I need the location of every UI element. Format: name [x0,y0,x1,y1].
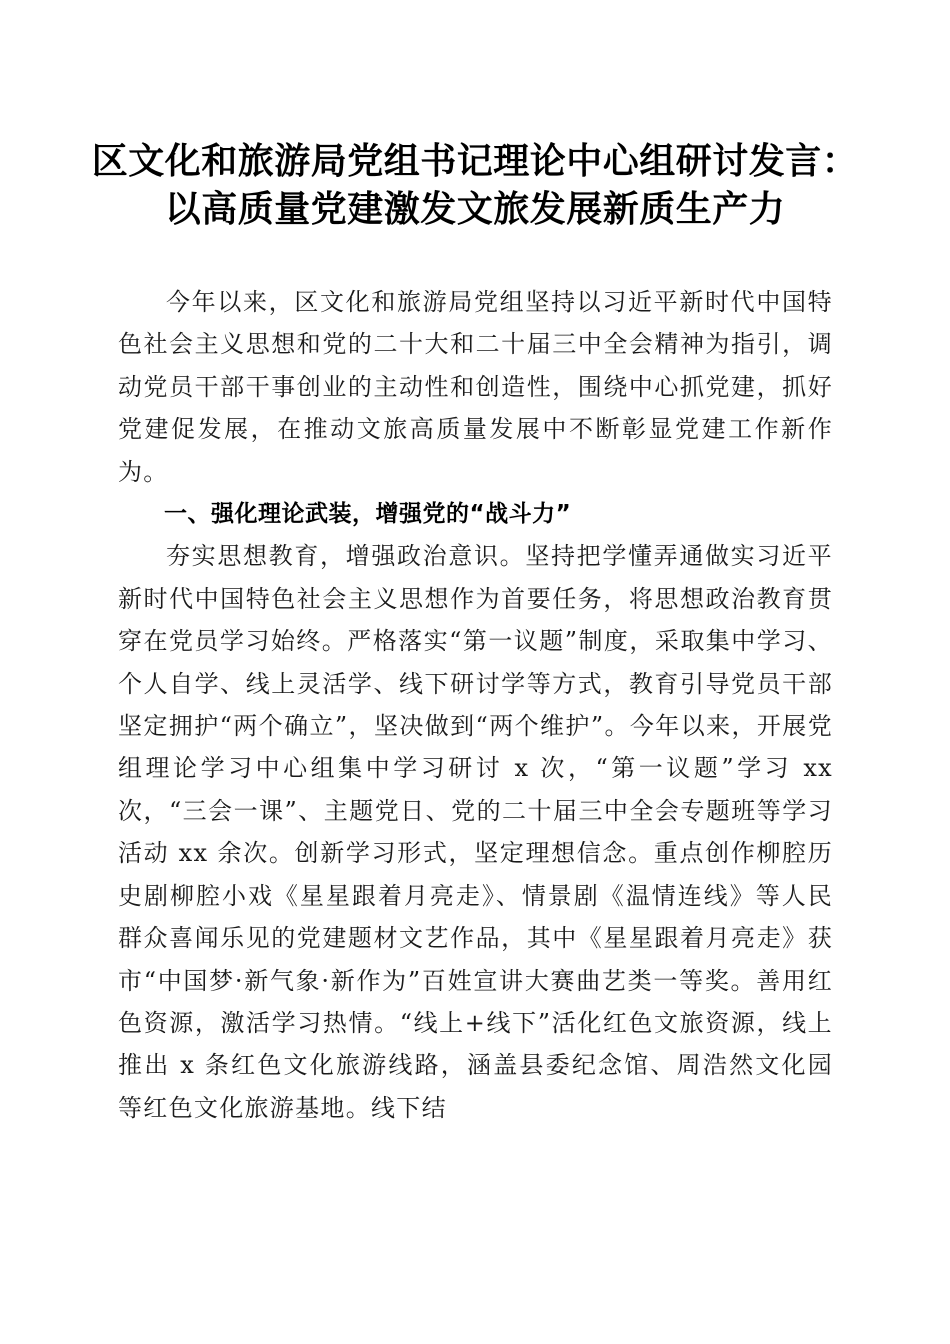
document-body [118,281,833,1129]
document-title-line-2: 以高质量党建激发文旅发展新质生产力 [164,188,786,230]
intro-paragraph: 今年以来，区文化和旅游局党组坚持以习近平新时代中国特色社会主义思想和党的二十大和二十届三中全会精神为指引，调动党员干部干事创业的主动性和创造性，围绕中心抓党建，抓好党建促发展，在推动文旅高质量发展中不断彰显党建工作新作为。 [118,288,833,486]
section-heading-1: 一、强化理论武装，增强党的“战斗力” [164,501,572,528]
document-title-line-1: 区文化和旅游局党组书记理论中心组研讨发言： [91,140,859,182]
section-paragraph-1: 夯实思想教育，增强政治意识。坚持把学懂弄通做实习近平新时代中国特色社会主义思想作为首要任务，将思想政治教育贯穿在党员学习始终。严格落实“第一议题”制度，采取集中学习、个人自学、线上灵活学、线下研讨学等方式，教育引导党员干部坚定拥护“两个确立”，坚决做到“两个维护”。今年以来，开展党组理论学习中心组集中学习研讨 x 次，“第一议题”学习 xx 次，“三会一课”、主题党日、党的二十届三中全会专题班等学习活动 xx 余次。创新学习形式，坚定理想信念。重点创作柳腔历史剧柳腔小戏《星星跟着月亮走》、情景剧《温情连线》等人民群众喜闻乐见的党建题材文艺作品，其中《星星跟着月亮走》获市“中国梦·新气象·新作为”百姓宣讲大赛曲艺类一等奖。善用红色资源，激活学习热情。“线上+线下”活化红色文旅资源，线上推出 x 条红色文化旅游线路，涵盖县委纪念馆、周浩然文化园等红色文化旅游基地。线下结 [118,542,833,1122]
